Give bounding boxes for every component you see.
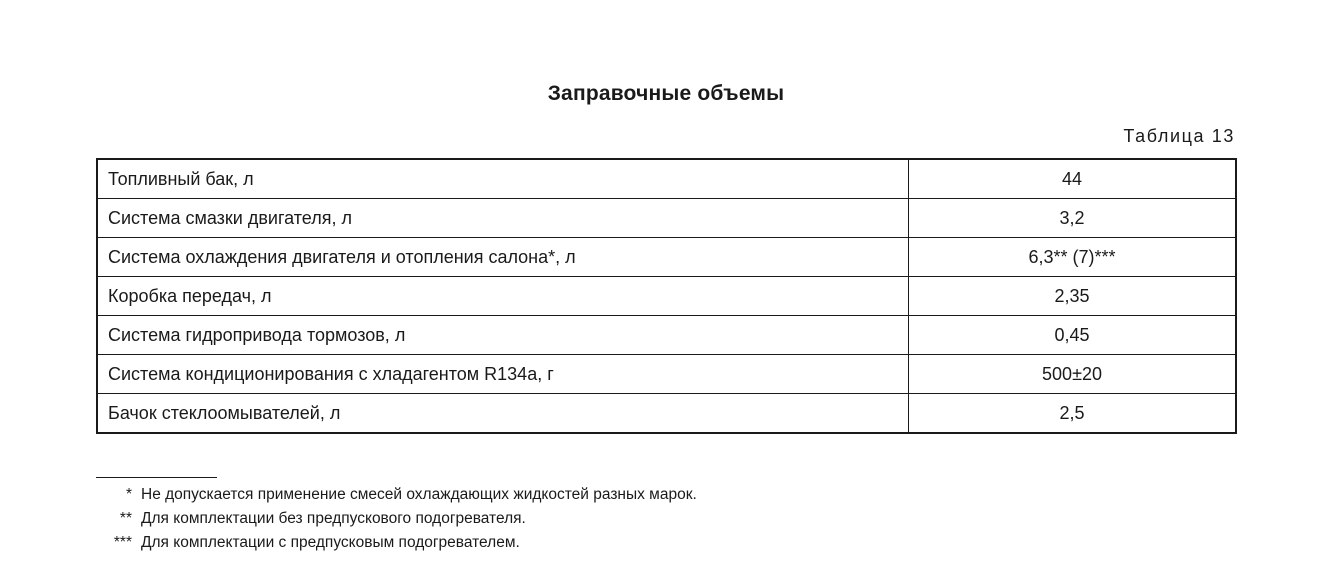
footnote-text: Для комплектации без предпускового подогревателя. bbox=[141, 510, 526, 527]
footnote-mark: * bbox=[125, 486, 132, 503]
value-cell: 0,45 bbox=[909, 316, 1237, 355]
value-cell: 44 bbox=[909, 159, 1237, 199]
value-cell: 3,2 bbox=[909, 199, 1237, 238]
table-row bbox=[97, 199, 1236, 238]
footnote-text: Не допускается применение смесей охлаждающих жидкостей разных марок. bbox=[141, 486, 697, 503]
table-row bbox=[97, 394, 1236, 434]
parameter-cell: Система охлаждения двигателя и отопления салона*, л bbox=[97, 238, 909, 277]
table-row bbox=[97, 159, 1236, 199]
footnote-text: Для комплектации с предпусковым подогревателем. bbox=[141, 534, 520, 551]
footnote-divider bbox=[96, 477, 217, 478]
value-cell: 2,35 bbox=[909, 277, 1237, 316]
parameter-cell: Система кондиционирования с хладагентом R134a, г bbox=[97, 355, 909, 394]
page-title: Заправочные объемы bbox=[547, 82, 785, 105]
parameter-cell: Топливный бак, л bbox=[97, 159, 909, 199]
value-cell: 6,3** (7)*** bbox=[909, 238, 1237, 277]
parameter-cell: Система гидропривода тормозов, л bbox=[97, 316, 909, 355]
value-cell: 2,5 bbox=[909, 394, 1237, 434]
parameter-cell: Коробка передач, л bbox=[97, 277, 909, 316]
table-number-label: Таблица 13 bbox=[1123, 126, 1235, 146]
value-cell: 500±20 bbox=[909, 355, 1237, 394]
table-row bbox=[97, 238, 1236, 277]
capacities-table bbox=[96, 158, 1237, 434]
table-row bbox=[97, 277, 1236, 316]
parameter-cell: Система смазки двигателя, л bbox=[97, 199, 909, 238]
table-row bbox=[97, 355, 1236, 394]
parameter-cell: Бачок стеклоомывателей, л bbox=[97, 394, 909, 434]
footnote-mark: *** bbox=[113, 534, 132, 551]
table-row bbox=[97, 316, 1236, 355]
footnote-mark: ** bbox=[119, 510, 132, 527]
